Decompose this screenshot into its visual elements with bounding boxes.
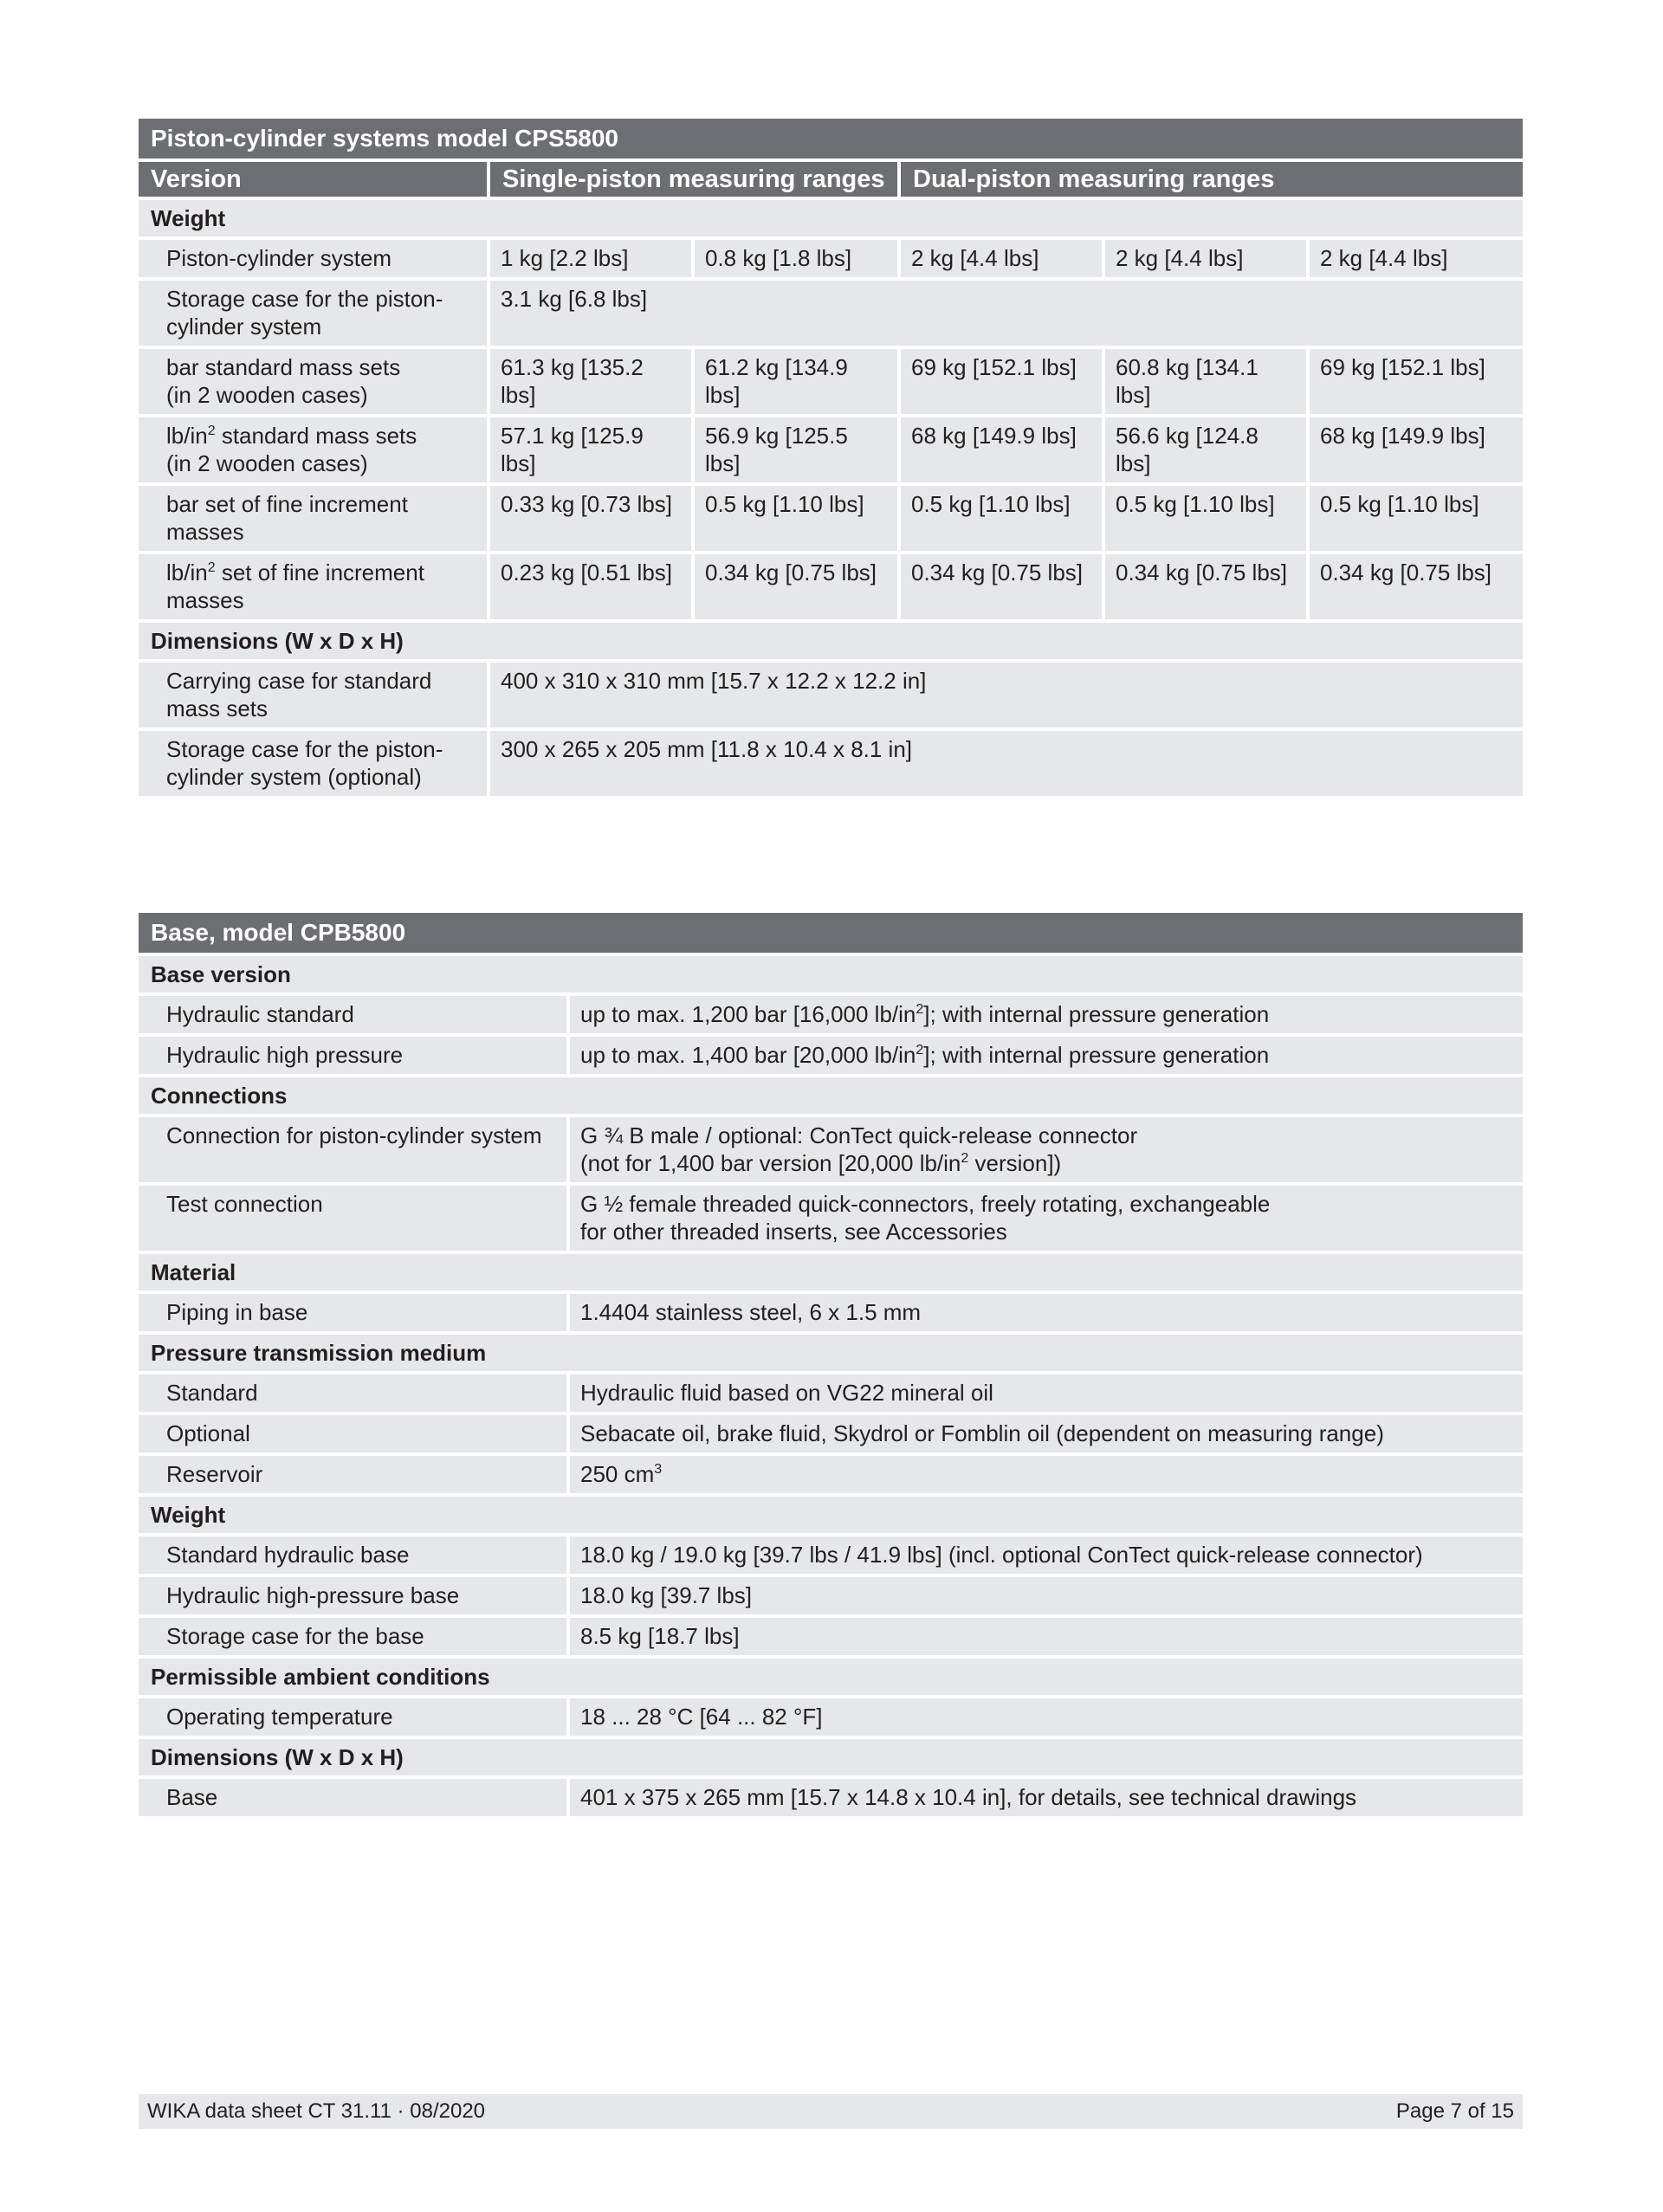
cell: up to max. 1,400 bar [20,000 $lb/in^2$]; with internal pressure generation: [570, 1037, 1523, 1074]
table-header-row: [139, 162, 1523, 197]
cell: 8.5 kg [18.7 lbs]: [570, 1618, 1523, 1655]
row-label: Base: [139, 1779, 570, 1816]
cell: 401 x 375 x 265 mm [15.7 x 14.8 x 10.4 in], for details, see technical drawings: [570, 1779, 1523, 1816]
table-row: [139, 663, 1523, 728]
table-row: [139, 1294, 1523, 1331]
cell: 0.34 kg [0.75 lbs]: [1105, 554, 1310, 619]
header-single-piston: Single-piston measuring ranges: [490, 162, 901, 197]
section-material: Material: [139, 1254, 1523, 1290]
cell: 0.34 kg [0.75 lbs]: [1310, 554, 1523, 619]
table-row: [139, 417, 1523, 482]
section-row: [139, 1659, 1523, 1695]
row-label: Hydraulic high-pressure base: [139, 1577, 570, 1614]
section-weight: Weight: [139, 1497, 1523, 1533]
table-row: [139, 1618, 1523, 1655]
cell: 18.0 kg / 19.0 kg [39.7 lbs / 41.9 lbs] (incl. optional ConTect quick-release connector): [570, 1536, 1523, 1574]
section-row: [139, 956, 1523, 993]
footer-datasheet: WIKA data sheet CT 31.11 · 08/2020: [147, 2099, 486, 2123]
cell: Sebacate oil, brake fluid, Skydrol or Fomblin oil (dependent on measuring range): [570, 1415, 1523, 1452]
table-row: [139, 731, 1523, 796]
table-row: [139, 1117, 1523, 1182]
cell: 0.5 kg [1.10 lbs]: [1105, 486, 1310, 551]
row-label: Standard: [139, 1374, 570, 1412]
cell: 18 ... 28 °C [64 ... 82 °F]: [570, 1698, 1523, 1736]
cell: 1 kg [2.2 lbs]: [490, 240, 695, 277]
row-label: Storage case for the piston- cylinder system: [139, 281, 490, 346]
page-footer: [139, 2094, 1523, 2129]
row-label: Piston-cylinder system: [139, 240, 490, 277]
cell: 68 kg [149.9 lbs]: [1310, 417, 1523, 482]
row-label: Operating temperature: [139, 1698, 570, 1736]
row-label: Storage case for the base: [139, 1618, 570, 1655]
cell: 68 kg [149.9 lbs]: [901, 417, 1105, 482]
cell: 0.5 kg [1.10 lbs]: [901, 486, 1105, 551]
table-row: [139, 1779, 1523, 1816]
row-label: $lb/in^2$ standard mass sets (in 2 wooden cases): [139, 417, 490, 482]
cell: G ½ female threaded quick-connectors, freely rotating, exchangeable for other threaded inserts, see Accessories: [570, 1186, 1523, 1251]
table-title: Piston-cylinder systems model CPS5800: [139, 119, 1523, 158]
cell: 56.6 kg [124.8 lbs]: [1105, 417, 1310, 482]
cell: 0.8 kg [1.8 lbs]: [695, 240, 901, 277]
table-title-row: [139, 913, 1523, 953]
section-dimensions: Dimensions (W x D x H): [139, 1739, 1523, 1775]
table-row: [139, 281, 1523, 346]
table-title-row: [139, 119, 1523, 158]
cell: Hydraulic fluid based on VG22 mineral oil: [570, 1374, 1523, 1412]
section-row: [139, 623, 1523, 659]
row-label: Hydraulic high pressure: [139, 1037, 570, 1074]
cell: 56.9 kg [125.5 lbs]: [695, 417, 901, 482]
row-label: Test connection: [139, 1186, 570, 1251]
section-ambient: Permissible ambient conditions: [139, 1659, 1523, 1695]
footer-page-number: Page 7 of 15: [1395, 2099, 1514, 2123]
row-label: $lb/in^2$ set of fine increment masses: [139, 554, 490, 619]
table-row: [139, 1698, 1523, 1736]
cell: 61.3 kg [135.2 lbs]: [490, 349, 695, 414]
header-version: Version: [139, 162, 490, 197]
section-connections: Connections: [139, 1077, 1523, 1114]
section-row: [139, 1739, 1523, 1775]
cell: 3.1 kg [6.8 lbs]: [490, 281, 1523, 346]
cell: 18.0 kg [39.7 lbs]: [570, 1577, 1523, 1614]
row-label: Standard hydraulic base: [139, 1536, 570, 1574]
row-label: Optional: [139, 1415, 570, 1452]
cell: up to max. 1,200 bar [16,000 $lb/in^2$]; with internal pressure generation: [570, 996, 1523, 1033]
cell: 0.5 kg [1.10 lbs]: [695, 486, 901, 551]
section-row: [139, 1335, 1523, 1371]
row-label: Piping in base: [139, 1294, 570, 1331]
section-medium: Pressure transmission medium: [139, 1335, 1523, 1371]
cell: 0.23 kg [0.51 lbs]: [490, 554, 695, 619]
table-row: [139, 1415, 1523, 1452]
cps5800-table: [139, 115, 1523, 799]
table-row: [139, 1456, 1523, 1493]
cpb5800-table: [139, 909, 1523, 1820]
section-row: [139, 1077, 1523, 1114]
cell: 2 kg [4.4 lbs]: [901, 240, 1105, 277]
table-row: [139, 554, 1523, 619]
cell: 0.34 kg [0.75 lbs]: [695, 554, 901, 619]
table-title: Base, model CPB5800: [139, 913, 1523, 953]
table-row: [139, 1536, 1523, 1574]
table-row: [139, 349, 1523, 414]
table-row: [139, 1374, 1523, 1412]
section-weight: Weight: [139, 200, 1523, 236]
row-label: bar set of fine increment masses: [139, 486, 490, 551]
row-label: bar standard mass sets (in 2 wooden cases): [139, 349, 490, 414]
row-label: Reservoir: [139, 1456, 570, 1493]
cell: 2 kg [4.4 lbs]: [1105, 240, 1310, 277]
table-row: [139, 1577, 1523, 1614]
cell: 60.8 kg [134.1 lbs]: [1105, 349, 1310, 414]
cell: 69 kg [152.1 lbs]: [1310, 349, 1523, 414]
table-row: [139, 240, 1523, 277]
row-label: Connection for piston-cylinder system: [139, 1117, 570, 1182]
table-row: [139, 996, 1523, 1033]
cell: 400 x 310 x 310 mm [15.7 x 12.2 x 12.2 in]: [490, 663, 1523, 728]
cell: 0.34 kg [0.75 lbs]: [901, 554, 1105, 619]
cell: G ¾ B male / optional: ConTect quick-release connector (not for 1,400 bar version [20,000 $lb/in^2$ version]): [570, 1117, 1523, 1182]
section-row: [139, 1497, 1523, 1533]
cell: 300 x 265 x 205 mm [11.8 x 10.4 x 8.1 in]: [490, 731, 1523, 796]
table-row: [139, 1037, 1523, 1074]
table-row: [139, 486, 1523, 551]
row-label: Hydraulic standard: [139, 996, 570, 1033]
row-label: Carrying case for standard mass sets: [139, 663, 490, 728]
section-dimensions: Dimensions (W x D x H): [139, 623, 1523, 659]
cell: 1.4404 stainless steel, 6 x 1.5 mm: [570, 1294, 1523, 1331]
cell: 61.2 kg [134.9 lbs]: [695, 349, 901, 414]
cell: 2 kg [4.4 lbs]: [1310, 240, 1523, 277]
section-row: [139, 200, 1523, 236]
section-base-version: Base version: [139, 956, 1523, 993]
cell: 57.1 kg [125.9 lbs]: [490, 417, 695, 482]
cell: 250 $cm^3$: [570, 1456, 1523, 1493]
header-dual-piston: Dual-piston measuring ranges: [901, 162, 1523, 197]
section-row: [139, 1254, 1523, 1290]
cell: 0.33 kg [0.73 lbs]: [490, 486, 695, 551]
row-label: Storage case for the piston- cylinder system (optional): [139, 731, 490, 796]
table-row: [139, 1186, 1523, 1251]
cell: 0.5 kg [1.10 lbs]: [1310, 486, 1523, 551]
cell: 69 kg [152.1 lbs]: [901, 349, 1105, 414]
